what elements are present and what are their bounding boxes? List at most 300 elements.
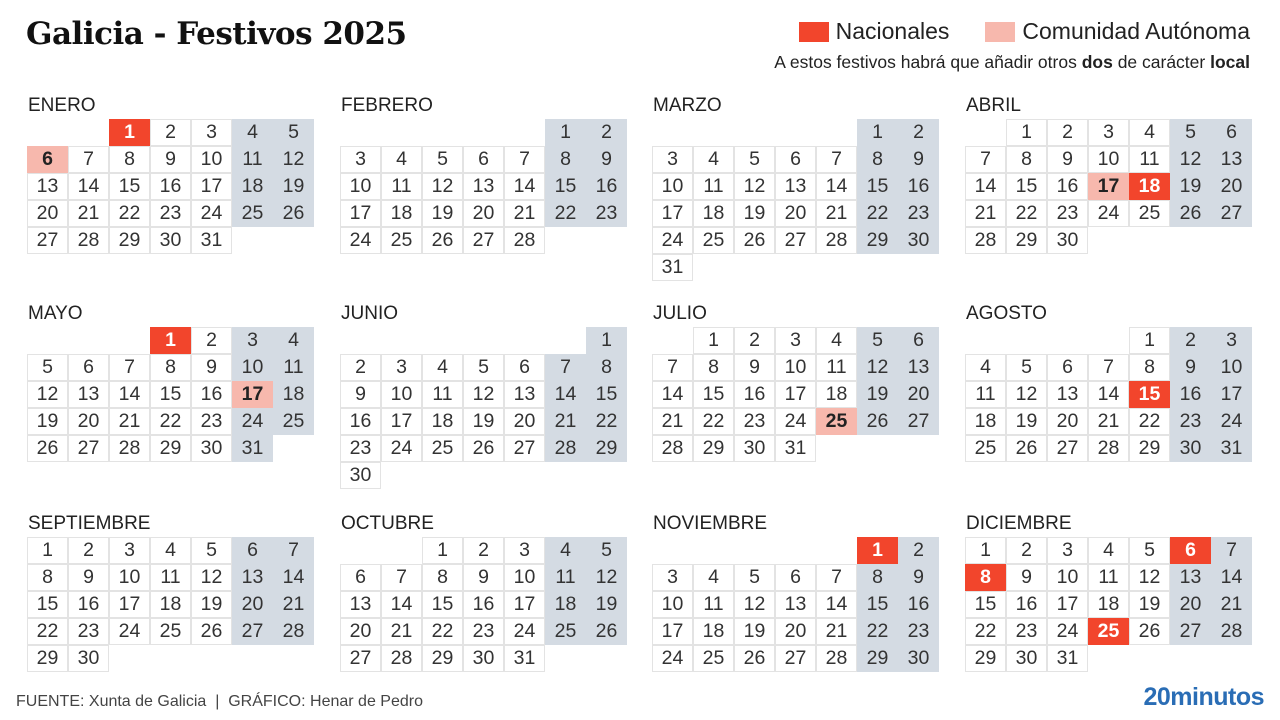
month-grid	[653, 120, 940, 280]
day-cell: 7	[653, 355, 692, 380]
empty-cell	[776, 120, 815, 145]
month-diciembre	[966, 512, 1253, 671]
day-cell: 9	[341, 382, 380, 407]
day-cell: 21	[110, 409, 149, 434]
day-cell: 7	[966, 147, 1005, 172]
source-footer: FUENTE: Xunta de Galicia | GRÁFICO: Henar de Pedro	[16, 693, 423, 710]
empty-cell	[1089, 328, 1128, 353]
day-cell: 29	[151, 436, 190, 461]
day-cell: 27	[341, 646, 380, 671]
day-cell: 31	[505, 646, 544, 671]
regional-holiday-cell: 17	[1089, 174, 1128, 199]
weekend-day-cell: 27	[1212, 201, 1251, 226]
weekend-day-cell: 3	[1212, 328, 1251, 353]
day-cell: 24	[505, 619, 544, 644]
day-cell: 28	[505, 228, 544, 253]
legend	[799, 18, 1250, 45]
weekend-day-cell: 26	[274, 201, 313, 226]
day-cell: 19	[1007, 409, 1046, 434]
weekend-day-cell: 8	[546, 147, 585, 172]
day-cell: 19	[735, 619, 774, 644]
day-cell: 28	[817, 646, 856, 671]
weekend-day-cell: 2	[899, 120, 938, 145]
day-cell: 25	[694, 646, 733, 671]
day-cell: 12	[735, 174, 774, 199]
day-cell: 14	[653, 382, 692, 407]
weekend-day-cell: 22	[546, 201, 585, 226]
day-cell: 27	[1048, 436, 1087, 461]
month-agosto	[966, 302, 1253, 461]
weekend-day-cell: 15	[546, 174, 585, 199]
weekend-day-cell: 27	[233, 619, 272, 644]
day-cell: 24	[192, 201, 231, 226]
day-cell: 17	[341, 201, 380, 226]
day-cell: 1	[423, 538, 462, 563]
day-cell: 7	[382, 565, 421, 590]
month-name: AGOSTO	[966, 303, 1047, 324]
day-cell: 9	[1007, 565, 1046, 590]
empty-cell	[28, 328, 67, 353]
day-cell: 17	[1048, 592, 1087, 617]
weekend-day-cell: 16	[587, 174, 626, 199]
day-cell: 6	[776, 147, 815, 172]
month-marzo	[653, 94, 940, 280]
day-cell: 12	[192, 565, 231, 590]
day-cell: 6	[1048, 355, 1087, 380]
national-holiday-cell: 25	[1089, 619, 1128, 644]
day-cell: 23	[151, 201, 190, 226]
day-cell: 2	[151, 120, 190, 145]
day-cell: 21	[653, 409, 692, 434]
day-cell: 22	[28, 619, 67, 644]
day-cell: 27	[505, 436, 544, 461]
day-cell: 5	[423, 147, 462, 172]
day-cell: 1	[966, 538, 1005, 563]
day-cell: 4	[1130, 120, 1169, 145]
day-cell: 14	[505, 174, 544, 199]
empty-cell	[653, 328, 692, 353]
day-cell: 29	[1007, 228, 1046, 253]
day-cell: 15	[1007, 174, 1046, 199]
note-mid: de carácter	[1112, 52, 1211, 72]
legend-regional	[985, 18, 1250, 45]
day-cell: 31	[1048, 646, 1087, 671]
day-cell: 4	[151, 538, 190, 563]
day-cell: 22	[423, 619, 462, 644]
empty-cell	[966, 328, 1005, 353]
weekend-day-cell: 28	[1212, 619, 1251, 644]
weekend-day-cell: 13	[1171, 565, 1210, 590]
empty-cell	[694, 120, 733, 145]
legend-national-label: Nacionales	[835, 18, 950, 44]
weekend-day-cell: 24	[233, 409, 272, 434]
local-holidays-note	[774, 52, 1250, 73]
day-cell: 5	[1130, 538, 1169, 563]
day-cell: 13	[28, 174, 67, 199]
day-cell: 11	[694, 592, 733, 617]
day-cell: 27	[69, 436, 108, 461]
weekend-day-cell: 14	[1212, 565, 1251, 590]
day-cell: 24	[653, 646, 692, 671]
month-grid	[341, 328, 628, 488]
day-cell: 9	[192, 355, 231, 380]
day-cell: 2	[1007, 538, 1046, 563]
day-cell: 10	[341, 174, 380, 199]
weekend-day-cell: 18	[274, 382, 313, 407]
weekend-day-cell: 20	[899, 382, 938, 407]
day-cell: 14	[382, 592, 421, 617]
day-cell: 13	[776, 592, 815, 617]
weekend-day-cell: 14	[274, 565, 313, 590]
day-cell: 6	[69, 355, 108, 380]
day-cell: 30	[735, 436, 774, 461]
month-grid	[341, 538, 628, 671]
month-julio	[653, 302, 940, 461]
day-cell: 6	[464, 147, 503, 172]
note-bold-dos: dos	[1081, 52, 1113, 72]
day-cell: 21	[69, 201, 108, 226]
day-cell: 16	[464, 592, 503, 617]
day-cell: 20	[69, 409, 108, 434]
day-cell: 18	[423, 409, 462, 434]
weekend-day-cell: 8	[858, 147, 897, 172]
day-cell: 3	[776, 328, 815, 353]
legend-national	[799, 18, 950, 45]
day-cell: 22	[110, 201, 149, 226]
empty-cell	[653, 538, 692, 563]
day-cell: 6	[505, 355, 544, 380]
day-cell: 18	[694, 201, 733, 226]
day-cell: 27	[28, 228, 67, 253]
weekend-day-cell: 9	[899, 147, 938, 172]
weekend-day-cell: 25	[233, 201, 272, 226]
day-cell: 17	[653, 619, 692, 644]
month-name: OCTUBRE	[341, 513, 434, 534]
day-cell: 21	[505, 201, 544, 226]
day-cell: 23	[192, 409, 231, 434]
day-cell: 11	[382, 174, 421, 199]
weekend-day-cell: 5	[274, 120, 313, 145]
day-cell: 11	[817, 355, 856, 380]
empty-cell	[776, 538, 815, 563]
day-cell: 30	[1048, 228, 1087, 253]
empty-cell	[69, 328, 108, 353]
day-cell: 23	[464, 619, 503, 644]
day-cell: 2	[464, 538, 503, 563]
weekend-day-cell: 19	[858, 382, 897, 407]
day-cell: 19	[464, 409, 503, 434]
month-junio	[341, 302, 628, 488]
day-cell: 29	[110, 228, 149, 253]
day-cell: 25	[382, 228, 421, 253]
weekend-day-cell: 26	[858, 409, 897, 434]
day-cell: 3	[653, 147, 692, 172]
day-cell: 24	[341, 228, 380, 253]
day-cell: 16	[69, 592, 108, 617]
day-cell: 17	[653, 201, 692, 226]
day-cell: 10	[1048, 565, 1087, 590]
day-cell: 16	[192, 382, 231, 407]
day-cell: 9	[735, 355, 774, 380]
day-cell: 2	[69, 538, 108, 563]
note-pre: A estos festivos habrá que añadir otros	[774, 52, 1082, 72]
day-cell: 18	[694, 619, 733, 644]
weekend-day-cell: 18	[233, 174, 272, 199]
weekend-day-cell: 6	[233, 538, 272, 563]
day-cell: 7	[110, 355, 149, 380]
empty-cell	[464, 120, 503, 145]
day-cell: 30	[464, 646, 503, 671]
month-name: MARZO	[653, 95, 722, 116]
day-cell: 26	[735, 228, 774, 253]
national-holiday-cell: 1	[858, 538, 897, 563]
national-holiday-cell: 1	[151, 328, 190, 353]
weekend-day-cell: 29	[858, 646, 897, 671]
day-cell: 24	[110, 619, 149, 644]
day-cell: 26	[28, 436, 67, 461]
weekend-day-cell: 8	[587, 355, 626, 380]
day-cell: 8	[423, 565, 462, 590]
weekend-day-cell: 17	[1212, 382, 1251, 407]
month-noviembre	[653, 512, 940, 671]
weekend-day-cell: 4	[274, 328, 313, 353]
day-cell: 4	[423, 355, 462, 380]
day-cell: 11	[1130, 147, 1169, 172]
empty-cell	[341, 328, 380, 353]
day-cell: 23	[69, 619, 108, 644]
day-cell: 3	[192, 120, 231, 145]
day-cell: 14	[69, 174, 108, 199]
weekend-day-cell: 26	[587, 619, 626, 644]
weekend-day-cell: 15	[858, 174, 897, 199]
day-cell: 31	[653, 255, 692, 280]
weekend-day-cell: 30	[899, 228, 938, 253]
national-holiday-cell: 8	[966, 565, 1005, 590]
regional-holiday-cell: 25	[817, 409, 856, 434]
day-cell: 20	[341, 619, 380, 644]
empty-cell	[505, 328, 544, 353]
day-cell: 3	[1048, 538, 1087, 563]
weekend-day-cell: 23	[899, 619, 938, 644]
day-cell: 20	[505, 409, 544, 434]
day-cell: 28	[1089, 436, 1128, 461]
month-mayo	[28, 302, 315, 461]
day-cell: 26	[192, 619, 231, 644]
day-cell: 4	[1089, 538, 1128, 563]
day-cell: 3	[653, 565, 692, 590]
weekend-day-cell: 11	[233, 147, 272, 172]
day-cell: 3	[382, 355, 421, 380]
weekend-day-cell: 13	[233, 565, 272, 590]
weekend-day-cell: 23	[1171, 409, 1210, 434]
day-cell: 28	[817, 228, 856, 253]
day-cell: 12	[28, 382, 67, 407]
weekend-day-cell: 21	[274, 592, 313, 617]
month-grid	[966, 120, 1253, 253]
day-cell: 22	[966, 619, 1005, 644]
weekend-day-cell: 1	[858, 120, 897, 145]
empty-cell	[341, 538, 380, 563]
day-cell: 13	[505, 382, 544, 407]
empty-cell	[694, 538, 733, 563]
month-grid	[28, 120, 315, 253]
day-cell: 31	[776, 436, 815, 461]
day-cell: 27	[776, 228, 815, 253]
day-cell: 5	[1007, 355, 1046, 380]
day-cell: 21	[966, 201, 1005, 226]
month-name: ABRIL	[966, 95, 1021, 116]
empty-cell	[382, 120, 421, 145]
weekend-day-cell: 2	[899, 538, 938, 563]
day-cell: 28	[966, 228, 1005, 253]
weekend-day-cell: 20	[1212, 174, 1251, 199]
day-cell: 15	[694, 382, 733, 407]
empty-cell	[505, 120, 544, 145]
weekend-day-cell: 22	[587, 409, 626, 434]
empty-cell	[817, 120, 856, 145]
day-cell: 21	[1089, 409, 1128, 434]
day-cell: 14	[817, 592, 856, 617]
day-cell: 14	[817, 174, 856, 199]
weekend-day-cell: 16	[899, 592, 938, 617]
national-holiday-cell: 6	[1171, 538, 1210, 563]
weekend-day-cell: 9	[899, 565, 938, 590]
weekend-day-cell: 16	[1171, 382, 1210, 407]
day-cell: 2	[1048, 120, 1087, 145]
empty-cell	[735, 538, 774, 563]
weekend-day-cell: 3	[233, 328, 272, 353]
day-cell: 19	[1130, 592, 1169, 617]
weekend-day-cell: 15	[587, 382, 626, 407]
weekend-day-cell: 6	[899, 328, 938, 353]
day-cell: 28	[110, 436, 149, 461]
weekend-day-cell: 8	[858, 565, 897, 590]
day-cell: 25	[694, 228, 733, 253]
empty-cell	[464, 328, 503, 353]
day-cell: 30	[69, 646, 108, 671]
day-cell: 13	[341, 592, 380, 617]
day-cell: 16	[1048, 174, 1087, 199]
day-cell: 20	[776, 619, 815, 644]
day-cell: 3	[1089, 120, 1128, 145]
day-cell: 29	[1130, 436, 1169, 461]
month-name: DICIEMBRE	[966, 513, 1072, 534]
day-cell: 8	[110, 147, 149, 172]
empty-cell	[110, 328, 149, 353]
day-cell: 23	[341, 436, 380, 461]
empty-cell	[69, 120, 108, 145]
weekend-day-cell: 28	[274, 619, 313, 644]
day-cell: 11	[423, 382, 462, 407]
weekend-day-cell: 30	[1171, 436, 1210, 461]
day-cell: 9	[69, 565, 108, 590]
weekend-day-cell: 15	[858, 592, 897, 617]
day-cell: 21	[817, 201, 856, 226]
day-cell: 30	[341, 463, 380, 488]
day-cell: 26	[1007, 436, 1046, 461]
month-grid	[966, 328, 1253, 461]
day-cell: 3	[341, 147, 380, 172]
day-cell: 24	[776, 409, 815, 434]
day-cell: 17	[505, 592, 544, 617]
weekend-day-cell: 1	[587, 328, 626, 353]
day-cell: 9	[464, 565, 503, 590]
weekend-day-cell: 10	[233, 355, 272, 380]
weekend-day-cell: 11	[274, 355, 313, 380]
month-octubre	[341, 512, 628, 671]
day-cell: 28	[69, 228, 108, 253]
weekend-day-cell: 29	[858, 228, 897, 253]
day-cell: 30	[151, 228, 190, 253]
day-cell: 17	[110, 592, 149, 617]
day-cell: 17	[192, 174, 231, 199]
month-grid	[28, 538, 315, 671]
weekend-day-cell: 5	[1171, 120, 1210, 145]
day-cell: 10	[382, 382, 421, 407]
day-cell: 7	[817, 565, 856, 590]
day-cell: 1	[694, 328, 733, 353]
day-cell: 16	[1007, 592, 1046, 617]
weekend-day-cell: 12	[587, 565, 626, 590]
month-grid	[341, 120, 628, 253]
weekend-day-cell: 6	[1212, 120, 1251, 145]
weekend-day-cell: 31	[1212, 436, 1251, 461]
day-cell: 8	[694, 355, 733, 380]
weekend-day-cell: 19	[1171, 174, 1210, 199]
legend-national-swatch	[799, 22, 829, 42]
month-abril	[966, 94, 1253, 253]
national-holiday-cell: 15	[1130, 382, 1169, 407]
day-cell: 7	[69, 147, 108, 172]
brand-logo: 20minutos	[1143, 683, 1264, 711]
day-cell: 15	[28, 592, 67, 617]
day-cell: 1	[28, 538, 67, 563]
day-cell: 4	[694, 147, 733, 172]
day-cell: 20	[28, 201, 67, 226]
day-cell: 10	[1089, 147, 1128, 172]
weekend-day-cell: 29	[587, 436, 626, 461]
day-cell: 26	[464, 436, 503, 461]
month-name: JUNIO	[341, 303, 398, 324]
day-cell: 13	[776, 174, 815, 199]
month-enero	[28, 94, 315, 253]
weekend-day-cell: 13	[899, 355, 938, 380]
day-cell: 1	[1007, 120, 1046, 145]
day-cell: 18	[151, 592, 190, 617]
day-cell: 20	[776, 201, 815, 226]
day-cell: 10	[505, 565, 544, 590]
empty-cell	[966, 120, 1005, 145]
day-cell: 1	[1130, 328, 1169, 353]
weekend-day-cell: 27	[1171, 619, 1210, 644]
day-cell: 30	[1007, 646, 1046, 671]
weekend-day-cell: 2	[1171, 328, 1210, 353]
day-cell: 4	[694, 565, 733, 590]
day-cell: 3	[110, 538, 149, 563]
weekend-day-cell: 12	[1171, 147, 1210, 172]
weekend-day-cell: 19	[587, 592, 626, 617]
day-cell: 22	[694, 409, 733, 434]
weekend-day-cell: 11	[546, 565, 585, 590]
weekend-day-cell: 4	[546, 538, 585, 563]
weekend-day-cell: 7	[546, 355, 585, 380]
day-cell: 29	[694, 436, 733, 461]
day-cell: 5	[28, 355, 67, 380]
month-grid	[653, 328, 940, 461]
day-cell: 19	[28, 409, 67, 434]
empty-cell	[1007, 328, 1046, 353]
regional-holiday-cell: 17	[233, 382, 272, 407]
